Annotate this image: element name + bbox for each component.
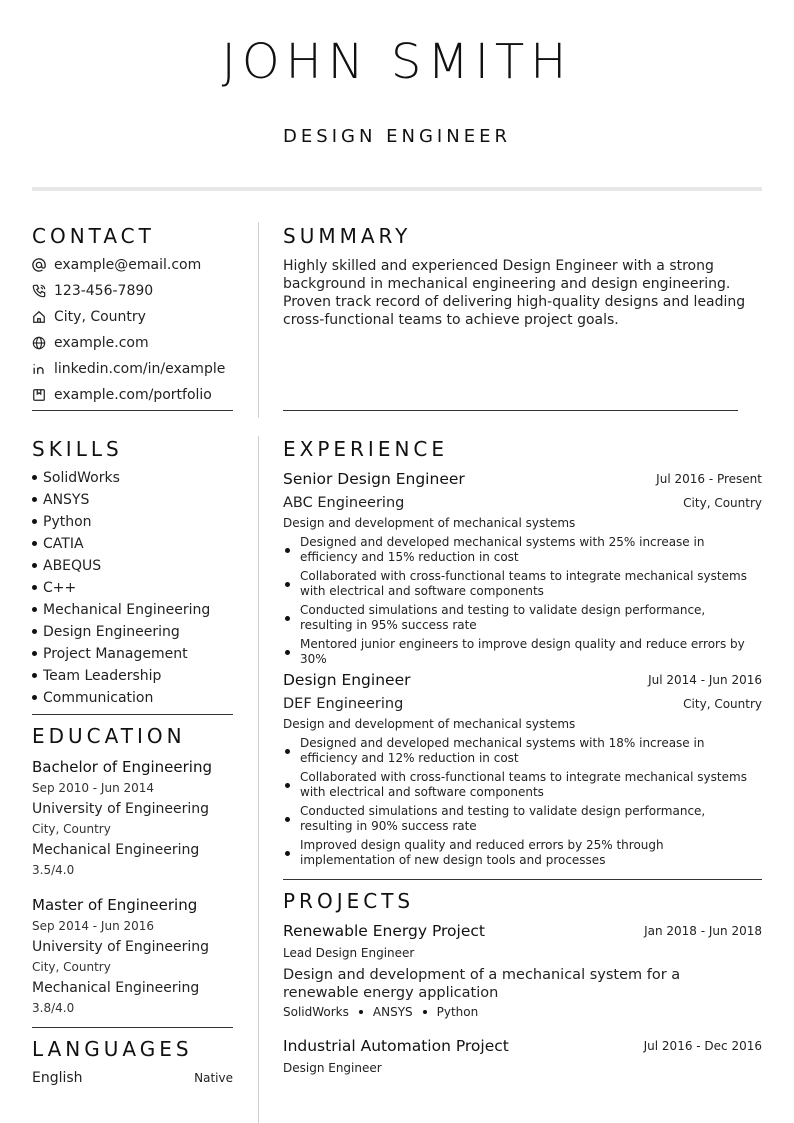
tag-separator-dot <box>423 1010 427 1014</box>
contact-email-text: example@email.com <box>54 257 202 273</box>
language-name: English <box>32 1070 83 1086</box>
skill-item: CATIA <box>32 533 84 555</box>
bullet-dot <box>32 519 37 524</box>
job-title: Design Engineer <box>283 671 411 689</box>
job-bullet: Collaborated with cross-functional teams to integrate mechanical systems with electrical and software components <box>283 770 758 800</box>
job-description: Design and development of mechanical systems <box>283 717 576 731</box>
education-school: University of Engineering <box>32 801 210 817</box>
education-major: Mechanical Engineering <box>32 842 200 858</box>
bullet-dot <box>32 541 37 546</box>
skill-item: ABEQUS <box>32 555 101 577</box>
project-dates: Jul 2016 - Dec 2016 <box>643 1039 762 1053</box>
job-bullet: Collaborated with cross-functional teams to integrate mechanical systems with electrical and software components <box>283 569 758 599</box>
linkedin-icon <box>32 362 46 376</box>
skill-item: Mechanical Engineering <box>32 599 210 621</box>
project-tag: ANSYS <box>372 1005 413 1019</box>
project-name: Renewable Energy Project <box>283 922 485 940</box>
job-bullet: Mentored junior engineers to improve design quality and reduce errors by 30% <box>283 637 758 667</box>
education-gpa: 3.5/4.0 <box>32 863 75 877</box>
job-company: ABC Engineering <box>283 495 405 511</box>
education-degree: Bachelor of Engineering <box>32 758 212 776</box>
summary-heading: SUMMARY <box>283 224 412 248</box>
contact-linkedin[interactable] <box>32 358 225 380</box>
bullet-dot <box>32 585 37 590</box>
contact-divider <box>32 410 233 411</box>
column-divider-top <box>258 222 259 418</box>
job-company: DEF Engineering <box>283 696 404 712</box>
contact-website-text: example.com <box>54 335 149 351</box>
skills-divider <box>32 714 233 715</box>
job-bullet: Conducted simulations and testing to validate design performance, resulting in 90% success rate <box>283 804 758 834</box>
education-school: University of Engineering <box>32 939 210 955</box>
job-bullet: Conducted simulations and testing to validate design performance, resulting in 95% success rate <box>283 603 758 633</box>
column-divider-bottom <box>258 436 259 1123</box>
contact-location <box>32 306 146 328</box>
education-location: City, Country <box>32 822 111 836</box>
job-bullet: Improved design quality and reduced errors by 25% through implementation of new design tools and processes <box>283 838 758 868</box>
education-divider <box>32 1027 233 1028</box>
education-degree: Master of Engineering <box>32 896 198 914</box>
project-tag: Python <box>436 1005 479 1019</box>
language-level: Native <box>194 1071 233 1085</box>
skill-item: SolidWorks <box>32 467 120 489</box>
skill-item: C++ <box>32 577 76 599</box>
job-location: City, Country <box>683 496 762 510</box>
bullet-dot <box>32 497 37 502</box>
bullet-dot <box>32 695 37 700</box>
contact-phone-text: 123-456-7890 <box>54 283 154 299</box>
contact-portfolio-text: example.com/portfolio <box>54 387 212 403</box>
project-tag: SolidWorks <box>283 1005 349 1019</box>
project-dates: Jan 2018 - Jun 2018 <box>644 924 762 938</box>
project-tags <box>283 1005 478 1019</box>
education-heading: EDUCATION <box>32 724 186 748</box>
project-name: Industrial Automation Project <box>283 1037 509 1055</box>
skill-item: Project Management <box>32 643 188 665</box>
skill-item: Team Leadership <box>32 665 161 687</box>
bullet-dot <box>32 651 37 656</box>
contact-heading: CONTACT <box>32 224 155 248</box>
education-major: Mechanical Engineering <box>32 980 200 996</box>
phone-icon <box>32 284 46 298</box>
skill-item: Design Engineering <box>32 621 180 643</box>
job-title: Senior Design Engineer <box>283 470 465 488</box>
experience-divider <box>283 879 762 880</box>
at-icon <box>32 258 46 272</box>
tag-separator-dot <box>359 1010 363 1014</box>
summary-divider <box>283 410 738 411</box>
job-location: City, Country <box>683 697 762 711</box>
home-icon <box>32 310 46 324</box>
resume-name: JOHN SMITH <box>221 34 573 90</box>
education-dates: Sep 2014 - Jun 2016 <box>32 919 155 933</box>
portfolio-icon <box>32 388 46 402</box>
job-bullet: Designed and developed mechanical systems with 25% increase in efficiency and 15% reduction in cost <box>283 535 758 565</box>
skill-item: ANSYS <box>32 489 89 511</box>
bullet-dot <box>32 607 37 612</box>
contact-location-text: City, Country <box>54 309 146 325</box>
experience-heading: EXPERIENCE <box>283 437 449 461</box>
job-dates: Jul 2016 - Present <box>656 472 762 486</box>
education-dates: Sep 2010 - Jun 2014 <box>32 781 155 795</box>
header-divider <box>32 187 762 191</box>
bullet-dot <box>32 673 37 678</box>
job-dates: Jul 2014 - Jun 2016 <box>648 673 762 687</box>
contact-portfolio[interactable] <box>32 384 212 406</box>
education-location: City, Country <box>32 960 111 974</box>
education-gpa: 3.8/4.0 <box>32 1001 75 1015</box>
project-description: Design and development of a mechanical system for a renewable energy application <box>283 967 681 1001</box>
projects-heading: PROJECTS <box>283 889 415 913</box>
skills-heading: SKILLS <box>32 437 123 461</box>
bullet-dot <box>32 629 37 634</box>
languages-heading: LANGUAGES <box>32 1037 193 1061</box>
contact-email[interactable] <box>32 254 201 276</box>
contact-linkedin-text: linkedin.com/in/example <box>54 361 226 377</box>
skill-item: Communication <box>32 687 153 709</box>
summary-text: Highly skilled and experienced Design Engineer with a strong background in mechanical engineering and design engineering. Proven track record of delivering high-quality designs and leading cross-functional teams to achieve project goals. <box>283 258 746 328</box>
job-bullet: Designed and developed mechanical systems with 18% increase in efficiency and 12% reduction in cost <box>283 736 758 766</box>
contact-website[interactable] <box>32 332 149 354</box>
job-description: Design and development of mechanical systems <box>283 516 576 530</box>
project-role: Design Engineer <box>283 1061 382 1075</box>
globe-icon <box>32 336 46 350</box>
resume-title: DESIGN ENGINEER <box>283 126 511 147</box>
skill-item: Python <box>32 511 92 533</box>
bullet-dot <box>32 475 37 480</box>
project-role: Lead Design Engineer <box>283 946 415 960</box>
bullet-dot <box>32 563 37 568</box>
contact-phone[interactable] <box>32 280 153 302</box>
